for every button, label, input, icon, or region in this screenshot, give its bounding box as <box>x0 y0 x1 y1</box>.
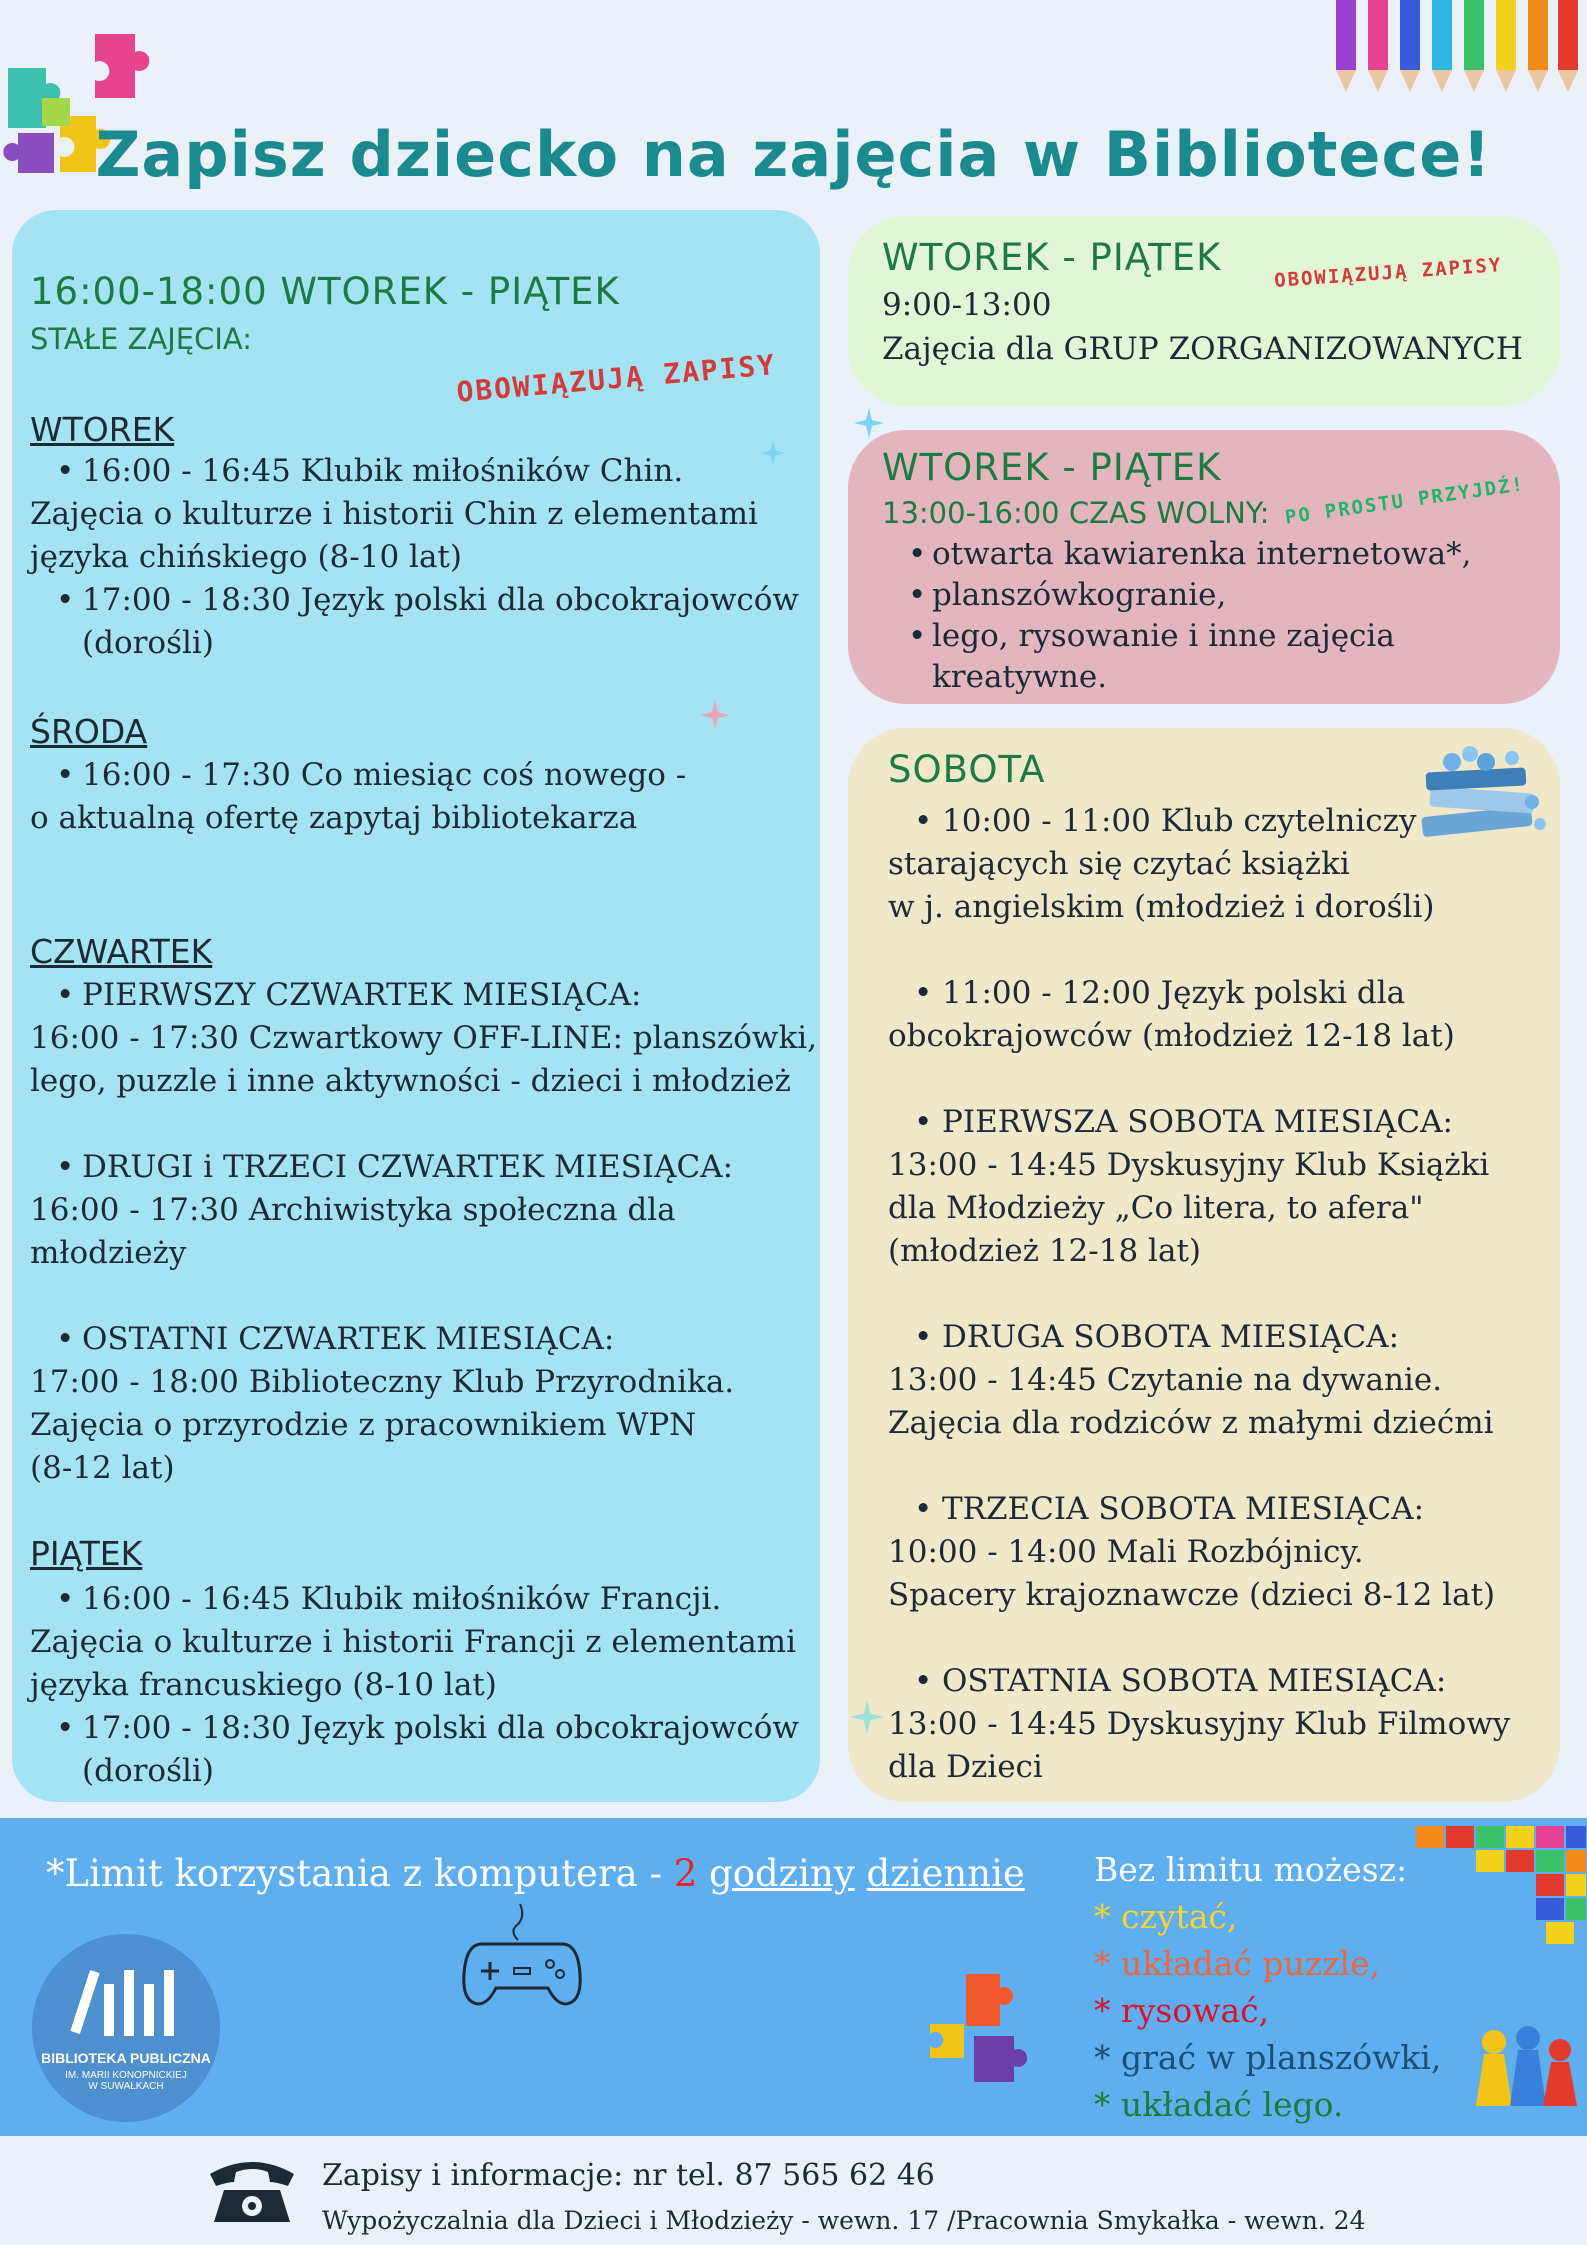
limit-unit: godziny <box>709 1852 855 1895</box>
wednesday-schedule <box>30 754 686 840</box>
unlimited-item: * czytać, <box>1094 1897 1238 1936</box>
list-item-text: 10:00 - 14:00 Mali Rozbójnicy. <box>888 1534 1364 1570</box>
list-item: • lego, rysowanie i inne zajęcia <box>882 616 1472 657</box>
friday-schedule <box>30 1578 799 1793</box>
group-classes-text: Zajęcia dla GRUP ZORGANIZOWANYCH <box>882 331 1523 367</box>
unlimited-title: Bez limitu możesz: <box>1094 1850 1408 1889</box>
list-item: • 17:00 - 18:30 Język polski dla obcokrajowców <box>30 579 799 622</box>
sparkle-icon <box>854 408 884 438</box>
list-item: • 17:00 - 18:30 Język polski dla obcokrajowców <box>30 1707 799 1750</box>
list-item-text: w j. angielskim (młodzież i dorośli) <box>888 889 1435 925</box>
list-item-text: Zajęcia dla rodziców z małymi dziećmi <box>888 1405 1494 1441</box>
game-controller-icon <box>462 1904 582 2014</box>
list-item: • TRZECIA SOBOTA MIESIĄCA: <box>888 1488 1510 1531</box>
list-item-text: Zajęcia o kulturze i historii Francji z elementami <box>30 1624 796 1660</box>
limit-hours: 2 <box>673 1852 698 1895</box>
list-item: • otwarta kawiarenka internetowa*, <box>882 534 1472 575</box>
list-item: • PIERWSZY CZWARTEK MIESIĄCA: <box>30 974 817 1017</box>
list-item: • DRUGI i TRZECI CZWARTEK MIESIĄCA: <box>30 1146 817 1189</box>
list-item-text: młodzieży <box>30 1235 187 1271</box>
free-time-list <box>882 534 1472 698</box>
lego-bricks-icon <box>1416 1826 1586 1966</box>
telephone-icon <box>204 2156 300 2228</box>
list-item: • DRUGA SOBOTA MIESIĄCA: <box>888 1316 1510 1359</box>
logo-text-line-2: IM. MARII KONOPNICKIEJ <box>65 2070 187 2081</box>
list-item-text: 16:00 - 17:30 Czwartkowy OFF-LINE: planszówki, <box>30 1020 818 1056</box>
list-item: • OSTATNIA SOBOTA MIESIĄCA: <box>888 1660 1510 1703</box>
page-title: Zapisz dziecko na zajęcia w Bibliotece! <box>95 118 1492 191</box>
list-item-text: (młodzież 12-18 lat) <box>888 1233 1201 1269</box>
day-label-tuesday: WTOREK <box>30 410 175 449</box>
list-item-text: dla Dzieci <box>888 1749 1043 1785</box>
list-item-text: obcokrajowców (młodzież 12-18 lat) <box>888 1018 1455 1054</box>
list-item-text: Zajęcia o kulturze i historii Chin z elementami <box>30 496 758 532</box>
day-label-wednesday: ŚRODA <box>30 712 148 751</box>
registration-required-stamp: OBOWIĄZUJĄ ZAPISY <box>455 348 778 409</box>
regular-classes-subheading: STAŁE ZAJĘCIA: <box>30 322 253 356</box>
list-item-text: 16:00 - 17:30 Archiwistyka społeczna dla <box>30 1192 676 1228</box>
logo-text-line-1: BIBLIOTEKA PUBLICZNA <box>41 2050 211 2066</box>
list-item: • PIERWSZA SOBOTA MIESIĄCA: <box>888 1101 1510 1144</box>
list-item: • 10:00 - 11:00 Klub czytelniczy <box>888 800 1510 843</box>
unlimited-activities <box>1094 1846 1441 2128</box>
free-time-heading: WTOREK - PIĄTEK <box>882 446 1222 489</box>
free-time-subheading: 13:00-16:00 CZAS WOLNY: <box>882 496 1270 530</box>
list-item-text: o aktualną ofertę zapytaj bibliotekarza <box>30 800 638 836</box>
contact-phone: Zapisy i informacje: nr tel. 87 565 62 46 <box>322 2158 935 2193</box>
list-item-text: dla Młodzieży „Co litera, to afera" <box>888 1190 1424 1226</box>
list-item-text: lego, puzzle i inne aktywności - dzieci i młodzież <box>30 1063 791 1099</box>
puzzle-pieces-icon <box>926 1970 1046 2090</box>
list-item-text: 13:00 - 14:45 Dyskusyjny Klub Książki <box>888 1147 1490 1183</box>
unlimited-item: * układać puzzle, <box>1094 1944 1381 1983</box>
list-item-text: 17:00 - 18:00 Biblioteczny Klub Przyrodnika. <box>30 1364 735 1400</box>
just-come-stamp: PO PROSTU PRZYJDŹ! <box>1283 473 1527 529</box>
computer-limit-note <box>46 1852 1025 1895</box>
list-item: • 16:00 - 17:30 Co miesiąc coś nowego - <box>30 754 686 797</box>
list-item: • planszówkogranie, <box>882 575 1472 616</box>
list-item-text: (8-12 lat) <box>30 1450 175 1486</box>
list-item-text: języka francuskiego (8-10 lat) <box>30 1667 497 1703</box>
tuesday-schedule <box>30 450 799 665</box>
list-item: • 16:00 - 16:45 Klubik miłośników Francji. <box>30 1578 799 1621</box>
list-item-text: (dorośli) <box>82 625 214 661</box>
contact-extensions: Wypożyczalnia dla Dzieci i Młodzieży - wewn. 17 /Pracownia Smykałka - wewn. 24 <box>322 2206 1366 2235</box>
library-logo <box>32 1934 220 2122</box>
day-label-thursday: CZWARTEK <box>30 932 213 971</box>
list-item-text: 13:00 - 14:45 Czytanie na dywanie. <box>888 1362 1443 1398</box>
thursday-schedule <box>30 974 817 1490</box>
sparkle-icon <box>760 440 786 466</box>
registration-required-stamp: OBOWIĄZUJĄ ZAPISY <box>1273 254 1503 292</box>
list-item-text: języka chińskiego (8-10 lat) <box>30 539 462 575</box>
list-item-text: kreatywne. <box>932 659 1108 695</box>
sparkle-icon <box>850 1700 884 1734</box>
unlimited-item: * układać lego. <box>1094 2085 1344 2124</box>
logo-text-line-3: W SUWAŁKACH <box>88 2081 164 2092</box>
group-classes-heading: WTOREK - PIĄTEK <box>882 236 1222 279</box>
pencils-icon <box>1330 0 1580 95</box>
list-item-text: 13:00 - 14:45 Dyskusyjny Klub Filmowy <box>888 1706 1511 1742</box>
saturday-schedule <box>888 800 1510 1789</box>
saturday-heading: SOBOTA <box>888 748 1046 791</box>
day-label-friday: PIĄTEK <box>30 1534 143 1573</box>
limit-period: dziennie <box>866 1852 1025 1895</box>
game-pawns-icon <box>1472 2020 1582 2120</box>
group-classes-time: 9:00-13:00 <box>882 287 1052 323</box>
list-item: • OSTATNI CZWARTEK MIESIĄCA: <box>30 1318 817 1361</box>
regular-classes-heading: 16:00-18:00 WTOREK - PIĄTEK <box>30 270 620 313</box>
list-item: • 11:00 - 12:00 Język polski dla <box>888 972 1510 1015</box>
list-item-text: Spacery krajoznawcze (dzieci 8-12 lat) <box>888 1577 1496 1613</box>
list-item-text: starających się czytać książki <box>888 846 1350 882</box>
unlimited-item: * rysować, <box>1094 1991 1270 2030</box>
limit-text: *Limit korzystania z komputera - <box>46 1852 674 1895</box>
sparkle-icon <box>700 700 730 730</box>
list-item-text: (dorośli) <box>82 1753 214 1789</box>
list-item: • 16:00 - 16:45 Klubik miłośników Chin. <box>30 450 799 493</box>
list-item-text: Zajęcia o przyrodzie z pracownikiem WPN <box>30 1407 697 1443</box>
unlimited-item: * grać w planszówki, <box>1094 2038 1442 2077</box>
